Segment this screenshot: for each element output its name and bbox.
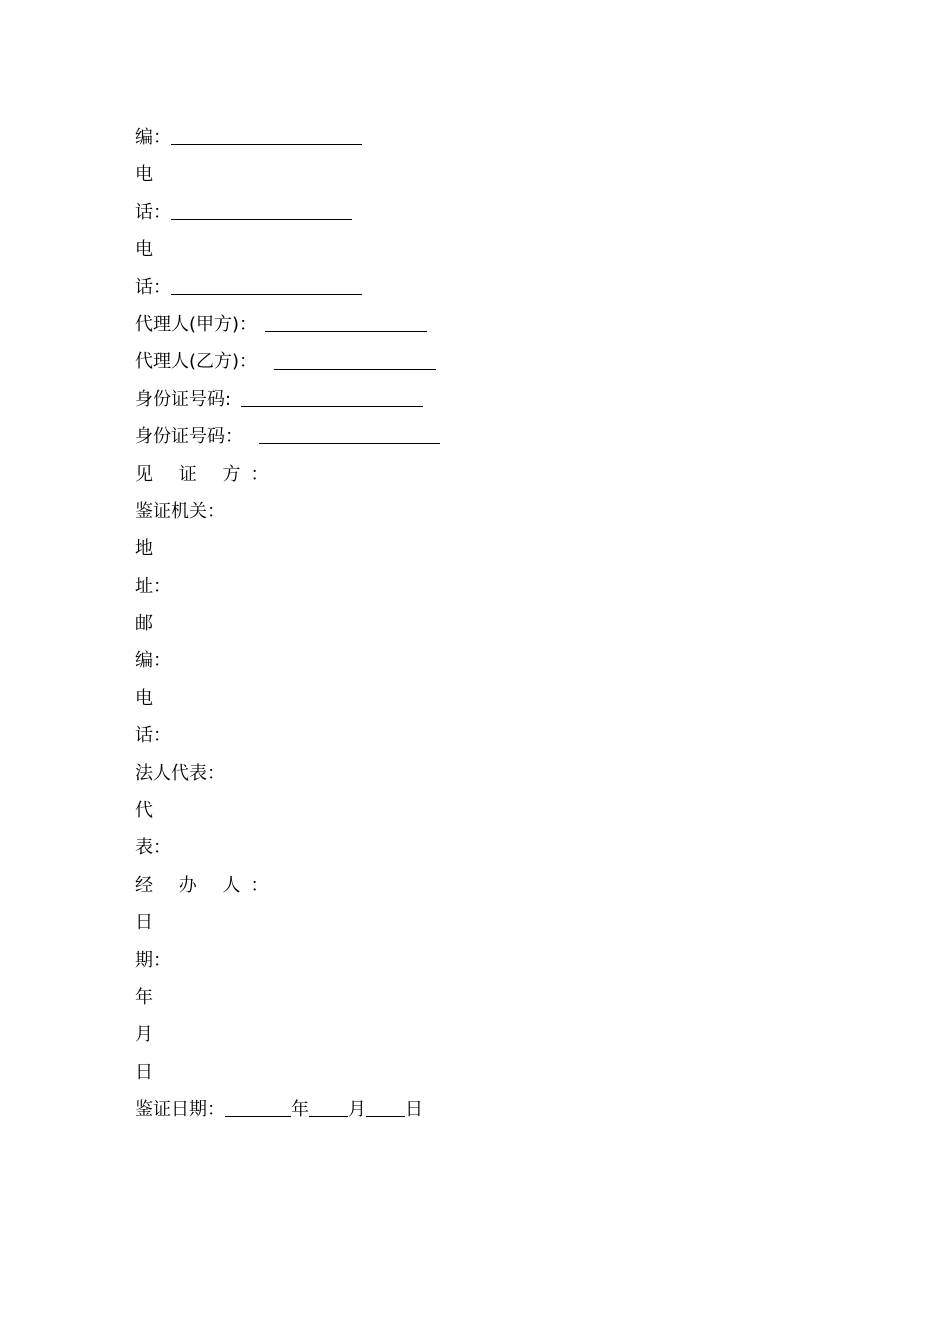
month-line bbox=[135, 1016, 835, 1053]
address-char2: 址： bbox=[135, 575, 171, 597]
rep-label-part2 bbox=[135, 829, 835, 866]
agent-a-label: 代理人(甲方)： bbox=[135, 313, 258, 335]
date-label-part1 bbox=[135, 904, 835, 941]
phone-line-2 bbox=[135, 269, 835, 306]
witness-label: 见 证 方： bbox=[135, 463, 279, 485]
year-label: 年 bbox=[135, 986, 153, 1008]
id-number-line-1 bbox=[135, 381, 835, 418]
agent-a-line bbox=[135, 306, 835, 343]
date-char2: 期： bbox=[135, 949, 171, 971]
legal-rep-label: 法人代表： bbox=[135, 762, 225, 784]
certification-date-label: 鉴证日期： bbox=[135, 1099, 225, 1121]
witness-line bbox=[135, 456, 835, 493]
legal-rep-line bbox=[135, 755, 835, 792]
year-line bbox=[135, 979, 835, 1016]
authority-line bbox=[135, 493, 835, 530]
id-number-blank-2 bbox=[259, 425, 440, 444]
postcode-char1: 邮 bbox=[135, 613, 153, 635]
day-unit: 日 bbox=[405, 1099, 423, 1121]
month-label: 月 bbox=[135, 1024, 153, 1046]
postcode-line bbox=[135, 119, 835, 156]
id-number-label-2: 身份证号码： bbox=[135, 426, 243, 448]
date-label-part2 bbox=[135, 942, 835, 979]
agent-b-line bbox=[135, 343, 835, 380]
authority-label: 鉴证机关： bbox=[135, 500, 225, 522]
phone-label-part2 bbox=[135, 231, 835, 268]
postcode-char2: 编： bbox=[135, 650, 171, 672]
phone-label-char1: 电 bbox=[135, 164, 153, 186]
phone-blank-2 bbox=[171, 276, 362, 295]
handler-line bbox=[135, 867, 835, 904]
address-label-part2 bbox=[135, 568, 835, 605]
id-number-blank-1 bbox=[241, 388, 423, 407]
agent-a-blank bbox=[265, 313, 427, 332]
phone-label-part3 bbox=[135, 680, 835, 717]
day-blank bbox=[366, 1098, 405, 1117]
handler-label: 经 办 人： bbox=[135, 874, 279, 896]
agent-b-label: 代理人(乙方)： bbox=[135, 351, 258, 373]
address-label-part1 bbox=[135, 530, 835, 567]
day-line bbox=[135, 1054, 835, 1091]
year-unit: 年 bbox=[291, 1099, 309, 1121]
agent-b-blank bbox=[274, 351, 436, 370]
postcode-label-part2 bbox=[135, 642, 835, 679]
phone-label-char2: 电 bbox=[135, 239, 153, 261]
phone-label-2: 话： bbox=[135, 276, 171, 298]
phone-char4: 话： bbox=[135, 725, 171, 747]
phone-blank-1 bbox=[171, 201, 352, 220]
month-unit: 月 bbox=[348, 1099, 366, 1121]
phone-label: 话： bbox=[135, 201, 171, 223]
phone-label-part4 bbox=[135, 717, 835, 754]
year-blank bbox=[225, 1098, 291, 1117]
rep-char1: 代 bbox=[135, 800, 153, 822]
address-char1: 地 bbox=[135, 538, 153, 560]
certification-date-line bbox=[135, 1091, 835, 1128]
month-blank bbox=[309, 1098, 348, 1117]
postcode-blank bbox=[171, 126, 362, 145]
postcode-label-part1 bbox=[135, 605, 835, 642]
day-label: 日 bbox=[135, 1061, 153, 1083]
date-char1: 日 bbox=[135, 912, 153, 934]
postcode-label: 编： bbox=[135, 127, 171, 148]
id-number-label-1: 身份证号码: bbox=[135, 388, 232, 410]
id-number-line-2 bbox=[135, 418, 835, 455]
phone-label-part1 bbox=[135, 156, 835, 193]
phone-line-1 bbox=[135, 194, 835, 231]
phone-char3: 电 bbox=[135, 687, 153, 709]
rep-label-part1 bbox=[135, 792, 835, 829]
signature-block bbox=[135, 119, 835, 1129]
rep-char2: 表： bbox=[135, 837, 171, 859]
